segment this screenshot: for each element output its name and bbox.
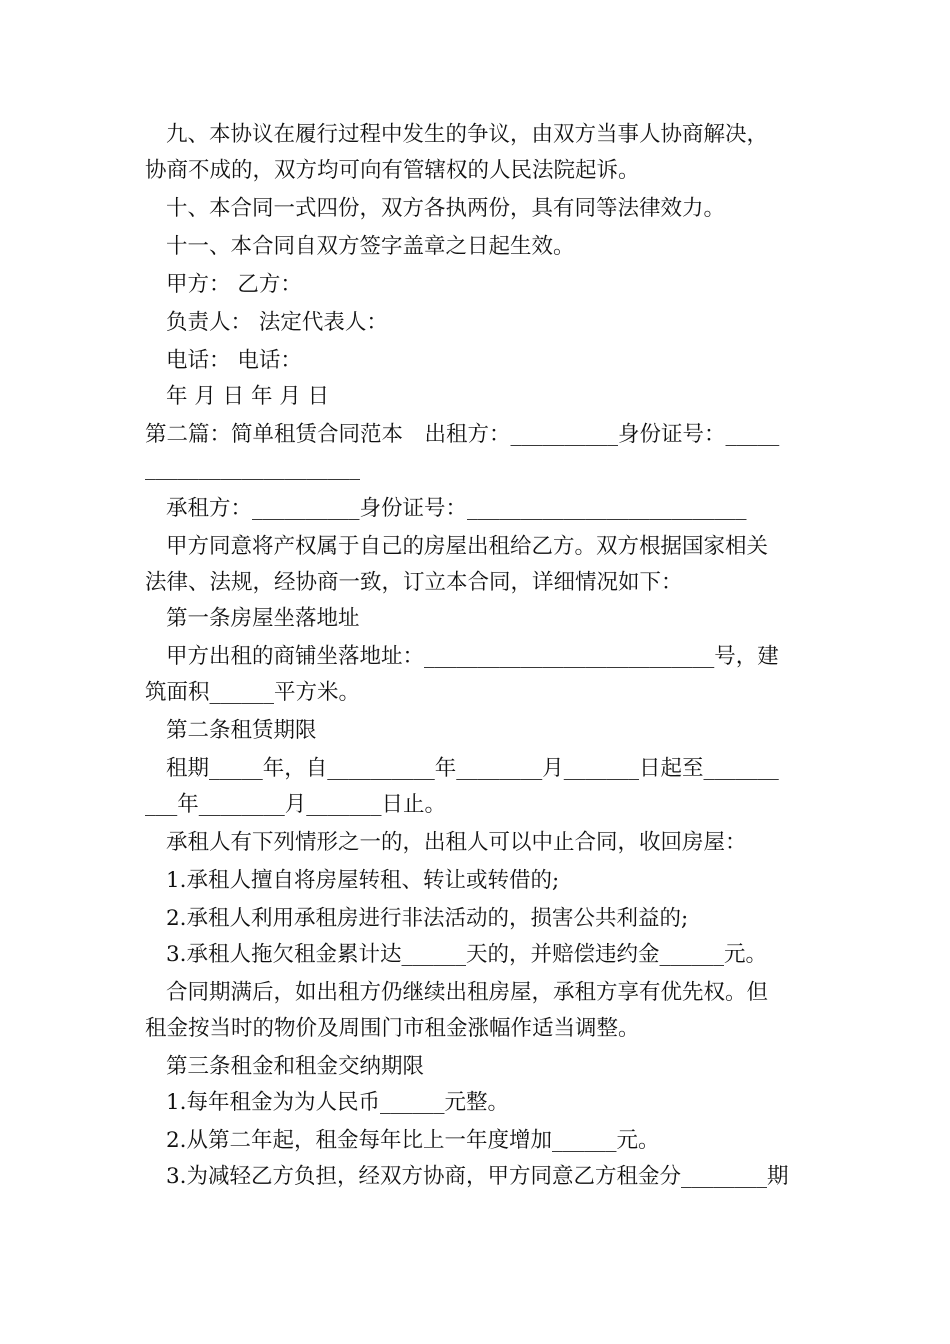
text-line: 九、本协议在履行过程中发生的争议，由双方当事人协商解决， <box>166 122 769 147</box>
text-line: 1.每年租金为为人民币______元整。 <box>166 1090 510 1115</box>
text-line: 租金按当时的物价及周围门市租金涨幅作适当调整。 <box>145 1016 640 1041</box>
text-line: 甲方出租的商铺坐落地址：___________________________号，建 <box>166 644 779 669</box>
text-line: ___年________月_______日止。 <box>145 792 447 817</box>
text-line: 第二条租赁期限 <box>166 718 317 743</box>
text-line: 年 月 日 年 月 日 <box>166 384 330 409</box>
text-line: 承租方：__________身份证号：__________________________ <box>166 496 747 521</box>
text-line: 第三条租金和租金交纳期限 <box>166 1054 425 1079</box>
text-line: 甲方同意将产权属于自己的房屋出租给乙方。双方根据国家相关 <box>166 534 769 559</box>
text-line: 十一、本合同自双方签字盖章之日起生效。 <box>166 234 575 259</box>
text-line: 第一条房屋坐落地址 <box>166 606 360 631</box>
text-line: 3.为减轻乙方负担，经双方协商，甲方同意乙方租金分________期 <box>166 1164 789 1189</box>
text-line: 2.从第二年起，租金每年比上一年度增加______元。 <box>166 1128 660 1153</box>
text-line: 协商不成的，双方均可向有管辖权的人民法院起诉。 <box>145 158 640 183</box>
text-line: 承租人有下列情形之一的，出租人可以中止合同，收回房屋： <box>166 830 747 855</box>
text-line: 合同期满后，如出租方仍继续出租房屋，承租方享有优先权。但 <box>166 980 769 1005</box>
text-line: 负责人： 法定代表人： <box>166 310 388 335</box>
text-line: 租期_____年，自__________年________月_______日起至_______ <box>166 756 779 781</box>
text-line: 第二篇：简单租赁合同范本 出租方：__________身份证号：_____ <box>145 422 780 447</box>
text-line: 2.承租人利用承租房进行非法活动的，损害公共利益的; <box>166 906 689 931</box>
text-line: 法律、法规，经协商一致，订立本合同，详细情况如下： <box>145 570 683 595</box>
text-line: 3.承租人拖欠租金累计达______天的，并赔偿违约金______元。 <box>166 942 768 967</box>
text-line: 十、本合同一式四份，双方各执两份，具有同等法律效力。 <box>166 196 726 221</box>
text-line: 甲方： 乙方： <box>166 272 302 297</box>
text-line: 筑面积______平方米。 <box>145 680 361 705</box>
text-line: 电话： 电话： <box>166 348 302 373</box>
text-line: 1.承租人擅自将房屋转租、转让或转借的; <box>166 868 560 893</box>
text-line: ____________________ <box>145 456 360 481</box>
